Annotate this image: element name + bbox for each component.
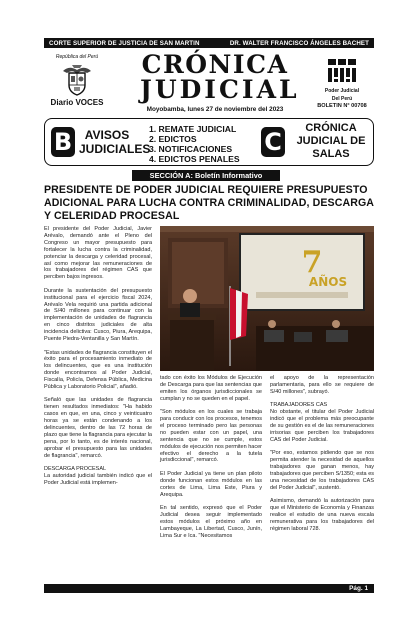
- paragraph: tado con éxito los Módulos de Ejecución de Descarga para que las sentencias que emiten los órganos jurisdiccionales se cumplan y no se queden en el papel.: [160, 375, 262, 402]
- article-photo: [160, 226, 374, 371]
- paragraph: La autoridad judicial también indicó que el Poder Judicial está implemen-: [44, 473, 152, 486]
- section-b-letter: B: [51, 127, 75, 157]
- article-column-1: [44, 226, 152, 493]
- paragraph: "Estas unidades de flagrancia constituyen el éxito para el procesamiento inmediato de los delincuentes, que es una institución donde encontramos al Poder Judicial, Fiscalía, Policía, Defensa Pública, Medicina Pública y Laboratorio Policial", añadió.: [44, 349, 152, 391]
- paragraph: Señaló que las unidades de flagrancia tienen resultados inmediatos: "Ha habido casos en que, en una, cinco y veinticuatro horas ya se están condenando a los delincuentes, dentro de las 72 horas de plazo que tiene la flagrancia para ejecutar la pena, por lo tanto, es de interés nacional, aprobar el presupuesto para las unidades de flagrancia", remarcó.: [44, 397, 152, 459]
- paragraph: "Son módulos en los cuales se trabaja para conducir con los procesos, tenemos el proceso terminado pero las personas no pueden estar con un papel, una sentencia que no se cumple, estos módulos de ejecución nos permiten hacer efectivo el derecho a la tutela jurisdiccional", remarcó.: [160, 409, 262, 464]
- poder-judicial-logo: [312, 56, 372, 109]
- article-column-3: [270, 375, 374, 539]
- ceremony-photo-icon: [160, 226, 374, 371]
- diario-voces-label: Diario VOCES: [50, 98, 104, 107]
- screen-number: 7: [301, 245, 323, 280]
- diario-voces-logo: [48, 54, 106, 107]
- del-peru-label: Del Perú: [331, 96, 353, 102]
- cronica-salas-label: CRÓNICA JUDICIAL DE SALAS: [296, 122, 366, 160]
- subheading: TRABAJADORES CAS: [270, 402, 328, 409]
- paragraph: El Poder Judicial ya tiene un plan piloto donde funcionan estos módulos en las cortes de Lima, Lima Este, Piura y Arequipa.: [160, 470, 262, 498]
- list-item: 1. REMATE JUDICIAL: [149, 124, 237, 134]
- paragraph: El presidente del Poder Judicial, Javier Arévalo, demandó ante el Pleno del Congreso un mayor presupuesto para fortalecer la lucha contra la criminalidad, potenciar la descarga y celeridad procesal, así como mejorar las remuneraciones de los trabajadores del régimen CAS que perciben bajos ingresos.: [44, 226, 152, 281]
- subheading: DESCARGA PROCESAL: [44, 466, 107, 473]
- avisos-list: [149, 124, 240, 164]
- page-number: Pág. 1: [349, 585, 368, 592]
- footer-bar: [44, 584, 374, 593]
- avisos-judiciales-label: AVISOS JUDICIALES: [79, 128, 151, 156]
- newspaper-title-line1: CRÓNICA: [141, 50, 289, 79]
- section-c-letter: C: [261, 127, 285, 157]
- list-item: 3. NOTIFICACIONES: [149, 144, 233, 154]
- top-bar: [44, 38, 374, 48]
- coat-of-arms-icon: [59, 61, 95, 97]
- paragraph: "Por eso, estamos pidiendo que se nos permita atender la necesidad de aquellos trabajadores que ganan menos, hay trabajadores que perciben S/1350; esta es una necesidad de los trabajadores CAS del Poder Judicial", sustentó.: [270, 450, 374, 491]
- boletin-number: BOLETIN N° 00708: [317, 103, 367, 109]
- republica-label: República del Perú: [55, 54, 99, 60]
- screen-word: AÑOS: [308, 275, 348, 289]
- paragraph: No obstante, el titular del Poder Judicial indicó que el problema más preocupante de su gestión es el de las remuneraciones irrisorias que perciben los trabajadores CAS del Poder Judicial.: [270, 409, 374, 443]
- president-name: DR. WALTER FRANCISCO ÁNGELES BACHET: [229, 39, 369, 47]
- paragraph: En tal sentido, expresó que el Poder Judicial desea seguir implementado estos módulos el próximo año en Lambayeque, La Libertad, Cusco, Junín, Lima Sur e Ica. "Necesitamos: [160, 505, 262, 539]
- masthead: [44, 50, 374, 116]
- newspaper-title-line2: JUDICIAL: [140, 75, 300, 104]
- poder-judicial-label: Poder Judicial: [324, 88, 360, 94]
- poder-judicial-icon: [325, 56, 359, 86]
- article-column-2: [160, 375, 262, 546]
- section-label: SECCIÓN A: Boletín Informativo: [132, 170, 280, 181]
- paragraph: el apoyo de la representación parlamentaria, para ello se requiere de S/40 millones", subrayó.: [270, 375, 374, 395]
- article-headline: PRESIDENTE DE PODER JUDICIAL REQUIERE PRESUPUESTO ADICIONAL PARA LUCHA CONTRA CRIMINALIDAD, DESCARGA Y CELERIDAD PROCESAL: [44, 184, 374, 222]
- paragraph: Asimismo, demandó la autorización para que el Ministerio de Economía y Finanzas realice el estudio de una nueva escala remunerativa para los trabajadores del régimen laboral 728.: [270, 498, 374, 532]
- list-item: 4. EDICTOS PENALES: [149, 154, 240, 164]
- list-item: 2. EDICTOS: [149, 134, 197, 144]
- contents-box: [44, 118, 374, 166]
- dateline: Moyobamba, lunes 27 de noviembre del 2023: [146, 106, 284, 113]
- court-name: CORTE SUPERIOR DE JUSTICIA DE SAN MARTIN: [49, 39, 200, 47]
- paragraph: Durante la sustentación del presupuesto institucional para el ejercicio fiscal 2024, Arévalo Vela requirió una partida adicional de S/40 millones para continuar con la implementación de unidades de flagrancia en cinco distritos judiciales de alta incidencia delictiva: Cusco, Piura, Arequipa, Puente Piedra-Ventanilla y San Martín.: [44, 287, 152, 343]
